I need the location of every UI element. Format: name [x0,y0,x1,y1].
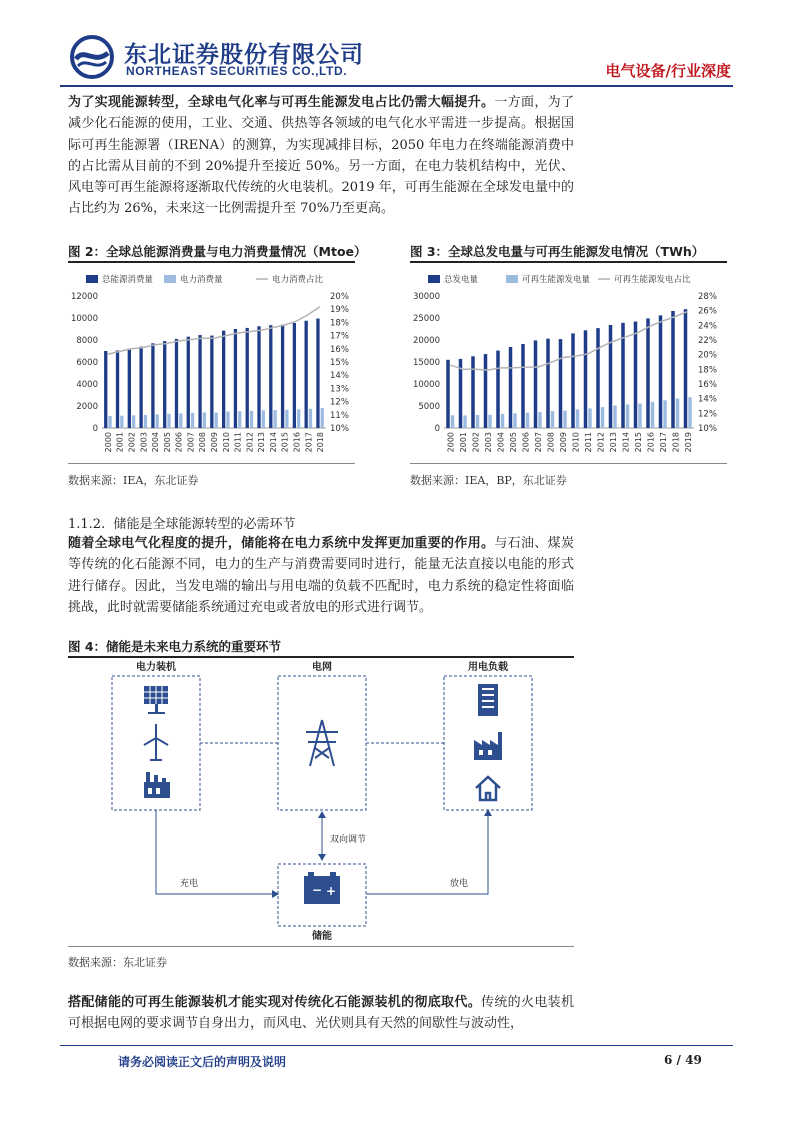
legend-label: 总发电量 [444,275,479,285]
charge-label: 充电 [180,879,199,889]
y-right-tick-label: 16% [330,344,349,355]
figure-2-bottom-rule [68,463,355,464]
bar-sub [191,413,194,428]
bar-total [104,351,107,428]
y-tick-label: 10000 [70,314,98,324]
y-right-tick-label: 18% [330,318,349,329]
y-tick-label: 0 [434,424,440,434]
bar-sub [626,404,630,428]
paragraph-renewable-replacement [68,992,574,1035]
figure-4-title: 图 4：储能是未来电力系统的重要环节 [68,639,282,654]
bar-sub [613,406,617,428]
x-tick-label: 2007 [186,432,196,453]
bar-sub [526,413,530,428]
bar-sub [451,415,455,428]
y-right-tick-label: 20% [330,292,349,302]
bar-total [128,349,131,428]
bar-sub [226,412,229,428]
figure-3-bottom-rule [410,463,727,464]
paragraph-electrification [68,92,574,220]
x-tick-label: 2005 [162,432,172,453]
arrow-up-icon [318,811,326,818]
bar-total [609,325,613,428]
box-label-grid: 电网 [312,662,332,673]
y-tick-label: 0 [92,424,98,434]
bar-sub [563,411,567,428]
storage-diagram [68,658,574,944]
y-right-tick-label: 12% [330,397,349,408]
x-tick-label: 2009 [558,432,568,453]
figure-4-source: 数据来源：东北证券 [68,956,167,969]
x-tick-label: 2016 [292,432,302,453]
x-tick-label: 2004 [496,432,506,453]
x-tick-label: 2002 [127,432,137,453]
bar-total [671,311,675,428]
box-label-load: 用电负载 [468,662,508,673]
legend-label: 电力消费占比 [272,275,324,285]
x-tick-label: 2005 [508,432,518,453]
y-right-tick-label: 16% [698,380,717,390]
paragraph-body: 传统的火电装机可根据电网的要求调节自身出力，而风电、光伏则具有天然的间歇性与波动性， [68,995,574,1032]
bar-sub [156,414,159,428]
y-right-tick-label: 18% [698,365,717,376]
x-tick-label: 2003 [139,432,149,453]
bar-total [446,360,450,428]
bar-total [316,319,319,428]
y-right-tick-label: 22% [698,336,717,346]
x-tick-label: 2002 [471,432,481,453]
bar-sub [179,413,182,428]
bar-sub [551,411,555,428]
bar-sub [663,400,667,428]
office-building-icon [478,684,498,716]
x-tick-label: 2012 [245,432,255,453]
x-tick-label: 2004 [151,432,161,453]
chart-power-generation [410,266,728,462]
bar-total [484,354,488,428]
x-tick-label: 2007 [533,432,543,453]
box-label-generation: 电力装机 [136,662,176,673]
x-tick-label: 2000 [446,432,456,453]
figure-3-top-rule [410,261,727,263]
bidirectional-label: 双向调节 [330,835,367,845]
y-tick-label: 25000 [412,314,440,324]
footer-divider [60,1045,733,1046]
bar-total [471,356,475,428]
y-tick-label: 6000 [76,358,98,368]
bar-sub [513,413,517,428]
legend-swatch [164,275,176,283]
bar-sub [676,399,680,428]
x-tick-label: 2010 [221,432,231,453]
figure-2-source: 数据来源：IEA，东北证券 [68,474,199,487]
bar-sub [273,410,276,428]
bar-total [281,325,284,428]
bar-total [293,323,296,428]
x-tick-label: 2019 [683,432,693,453]
solar-panel-icon [144,686,168,714]
y-right-tick-label: 15% [330,358,349,368]
figure-2-top-rule [68,261,355,263]
x-tick-label: 2013 [608,432,618,453]
battery-icon [304,872,340,904]
y-right-tick-label: 10% [330,424,349,434]
y-tick-label: 2000 [76,402,98,412]
bar-sub [688,397,692,428]
paragraph-body: 一方面，为了减少化石能源的使用，工业、交通、供热等各领域的电气化水平需进一步提高。根据国际可再生能源署（IRENA）的测算，为实现减排目标，2050 年电力在终端能源消费中的占比需从目前的不到 20%提升至接近 50%。另一方面，在电力装机结构中，光伏、风电等可再生能源将逐渐取代传统的火电装机。2019 年，可再生能源在全球发电量中的占比约为 26%，未来这一比例需提升至 70%乃至更高。 [68,95,574,217]
section-heading [68,513,296,532]
figure-4-bottom-rule [68,946,574,947]
bar-total [559,339,563,428]
bar-total [584,330,588,428]
x-tick-label: 2018 [316,432,326,453]
y-tick-label: 12000 [70,292,98,302]
bar-total [546,339,550,428]
bar-sub [638,404,642,428]
bar-sub [238,411,241,428]
power-plant-icon [144,772,170,798]
paragraph-storage-role [68,533,574,618]
factory-icon [474,732,502,760]
legend-swatch [86,275,98,283]
y-right-tick-label: 24% [698,321,717,332]
y-right-tick-label: 11% [330,410,349,421]
y-right-tick-label: 14% [698,394,717,405]
bar-sub [203,412,206,428]
y-right-tick-label: 10% [698,424,717,434]
company-logo-icon [70,35,114,79]
bar-sub [167,414,170,428]
y-right-tick-label: 13% [330,384,349,395]
figure-3-title: 图 3：全球总发电量与可再生能源发电情况（TWh） [410,244,705,259]
bar-sub [488,415,492,428]
bar-total [571,333,575,428]
legend-label: 总能源消费量 [102,275,154,285]
bar-total [509,347,513,428]
chart-energy-consumption [68,266,360,462]
house-icon [476,777,500,800]
document-type: 电气设备/行业深度 [605,62,731,80]
x-tick-label: 2010 [571,432,581,453]
bar-sub [262,410,265,428]
x-tick-label: 2011 [583,432,593,453]
bar-sub [108,416,111,428]
charge-line [156,810,274,894]
x-tick-label: 2015 [633,432,643,453]
x-tick-label: 2012 [596,432,606,453]
bar-sub [601,407,605,428]
bar-sub [144,415,147,428]
section-number: 1.1.2. [68,517,106,532]
y-right-tick-label: 12% [698,409,717,420]
bar-sub [215,413,218,428]
header-divider [60,85,733,87]
bar-total [684,309,688,428]
y-tick-label: 30000 [412,292,440,302]
legend-swatch [428,275,440,283]
bar-total [187,337,190,428]
x-tick-label: 2014 [621,432,631,453]
y-tick-label: 5000 [418,402,440,412]
page-number: 6 / 49 [664,1053,702,1067]
x-tick-label: 2009 [210,432,219,453]
bar-total [496,351,500,428]
y-right-tick-label: 28% [698,292,717,302]
bar-total [151,343,154,428]
x-tick-label: 2018 [671,432,681,453]
bar-total [521,344,525,428]
x-tick-label: 2008 [198,432,208,453]
x-tick-label: 2006 [174,432,184,453]
bar-total [210,336,213,428]
bar-sub [476,415,480,428]
bar-sub [250,411,253,428]
paragraph-body: 与石油、煤炭等传统的化石能源不同，电力的生产与消费需要同时进行，能量无法直接以电能的形式进行储存。因此，当发电端的输出与用电端的负载不匹配时，电力系统的稳定性将面临挑战，此时就需要储能系统通过充电或者放电的形式进行调节。 [68,536,574,615]
bar-total [596,328,600,428]
bar-total [305,321,308,428]
bar-sub [285,410,288,428]
x-tick-label: 2015 [280,432,290,453]
y-right-tick-label: 14% [330,371,349,382]
y-right-tick-label: 17% [330,331,349,342]
y-tick-label: 15000 [412,358,440,368]
bar-sub [132,415,135,428]
x-tick-label: 2001 [115,432,125,453]
storage-label: 储能 [312,931,332,942]
paragraph-lead: 搭配储能的可再生能源装机才能实现对传统化石能源装机的彻底取代。 [68,995,482,1010]
disclaimer-note: 请务必阅读正文后的声明及说明 [118,1055,287,1069]
bar-total [198,335,201,428]
wind-turbine-icon [144,724,168,760]
legend-swatch [506,275,518,283]
company-name-cn: 东北证券股份有限公司 [124,42,364,68]
bar-sub [651,402,655,428]
paragraph-lead: 随着全球电气化程度的提升，储能将在电力系统中发挥更加重要的作用。 [68,536,495,551]
transmission-tower-icon [306,720,338,766]
bar-total [222,331,225,428]
bar-total [646,318,650,428]
discharge-label: 放电 [450,879,469,889]
discharge-arrow-icon [484,809,492,816]
bar-sub [120,416,123,428]
paragraph-lead: 为了实现能源转型，全球电气化率与可再生能源发电占比仍需大幅提升。 [68,95,495,110]
bar-total [246,328,249,428]
figure-3-source: 数据来源：IEA，BP，东北证券 [410,474,567,487]
arrow-down-icon [318,854,326,861]
x-tick-label: 2016 [646,432,656,453]
y-right-tick-label: 20% [698,350,717,361]
y-right-tick-label: 19% [330,305,349,316]
y-right-tick-label: 26% [698,306,717,317]
y-tick-label: 10000 [412,380,440,390]
bar-sub [576,409,580,428]
x-tick-label: 2013 [257,432,267,453]
x-tick-label: 2014 [268,432,278,453]
bar-total [659,315,663,428]
bar-sub [297,409,300,428]
x-tick-label: 2011 [233,432,243,453]
bar-sub [538,412,542,428]
company-name-en: NORTHEAST SECURITIES CO.,LTD. [126,64,348,78]
y-tick-label: 8000 [76,336,98,346]
discharge-line [366,814,488,894]
bar-total [234,329,237,428]
x-tick-label: 2006 [521,432,531,453]
bar-total [175,339,178,428]
x-tick-label: 2001 [458,432,468,453]
bar-total [116,350,119,428]
legend-label: 可再生能源发电量 [522,275,591,285]
bar-sub [309,409,312,428]
bar-sub [501,414,505,428]
bar-sub [588,408,592,428]
x-tick-label: 2008 [546,432,556,453]
x-tick-label: 2003 [483,432,493,453]
legend-label: 可再生能源发电占比 [614,275,691,285]
x-tick-label: 2017 [304,432,314,453]
y-tick-label: 20000 [412,336,440,346]
section-title: 储能是全球能源转型的必需环节 [113,517,296,532]
x-tick-label: 2000 [103,432,113,453]
bar-total [257,326,260,428]
bar-total [269,325,272,428]
battery-plus-sign: + [326,884,337,898]
x-tick-label: 2017 [658,432,668,453]
bar-total [534,340,538,428]
bar-total [634,322,638,428]
figure-2-title: 图 2：全球总能源消费量与电力消费量情况（Mtoe） [68,244,367,259]
bar-total [163,341,166,428]
battery-minus-sign: − [312,883,323,897]
bar-sub [463,415,467,428]
y-tick-label: 4000 [76,380,98,390]
bar-total [139,347,142,428]
bar-sub [321,408,324,428]
legend-label: 电力消费量 [180,275,223,285]
